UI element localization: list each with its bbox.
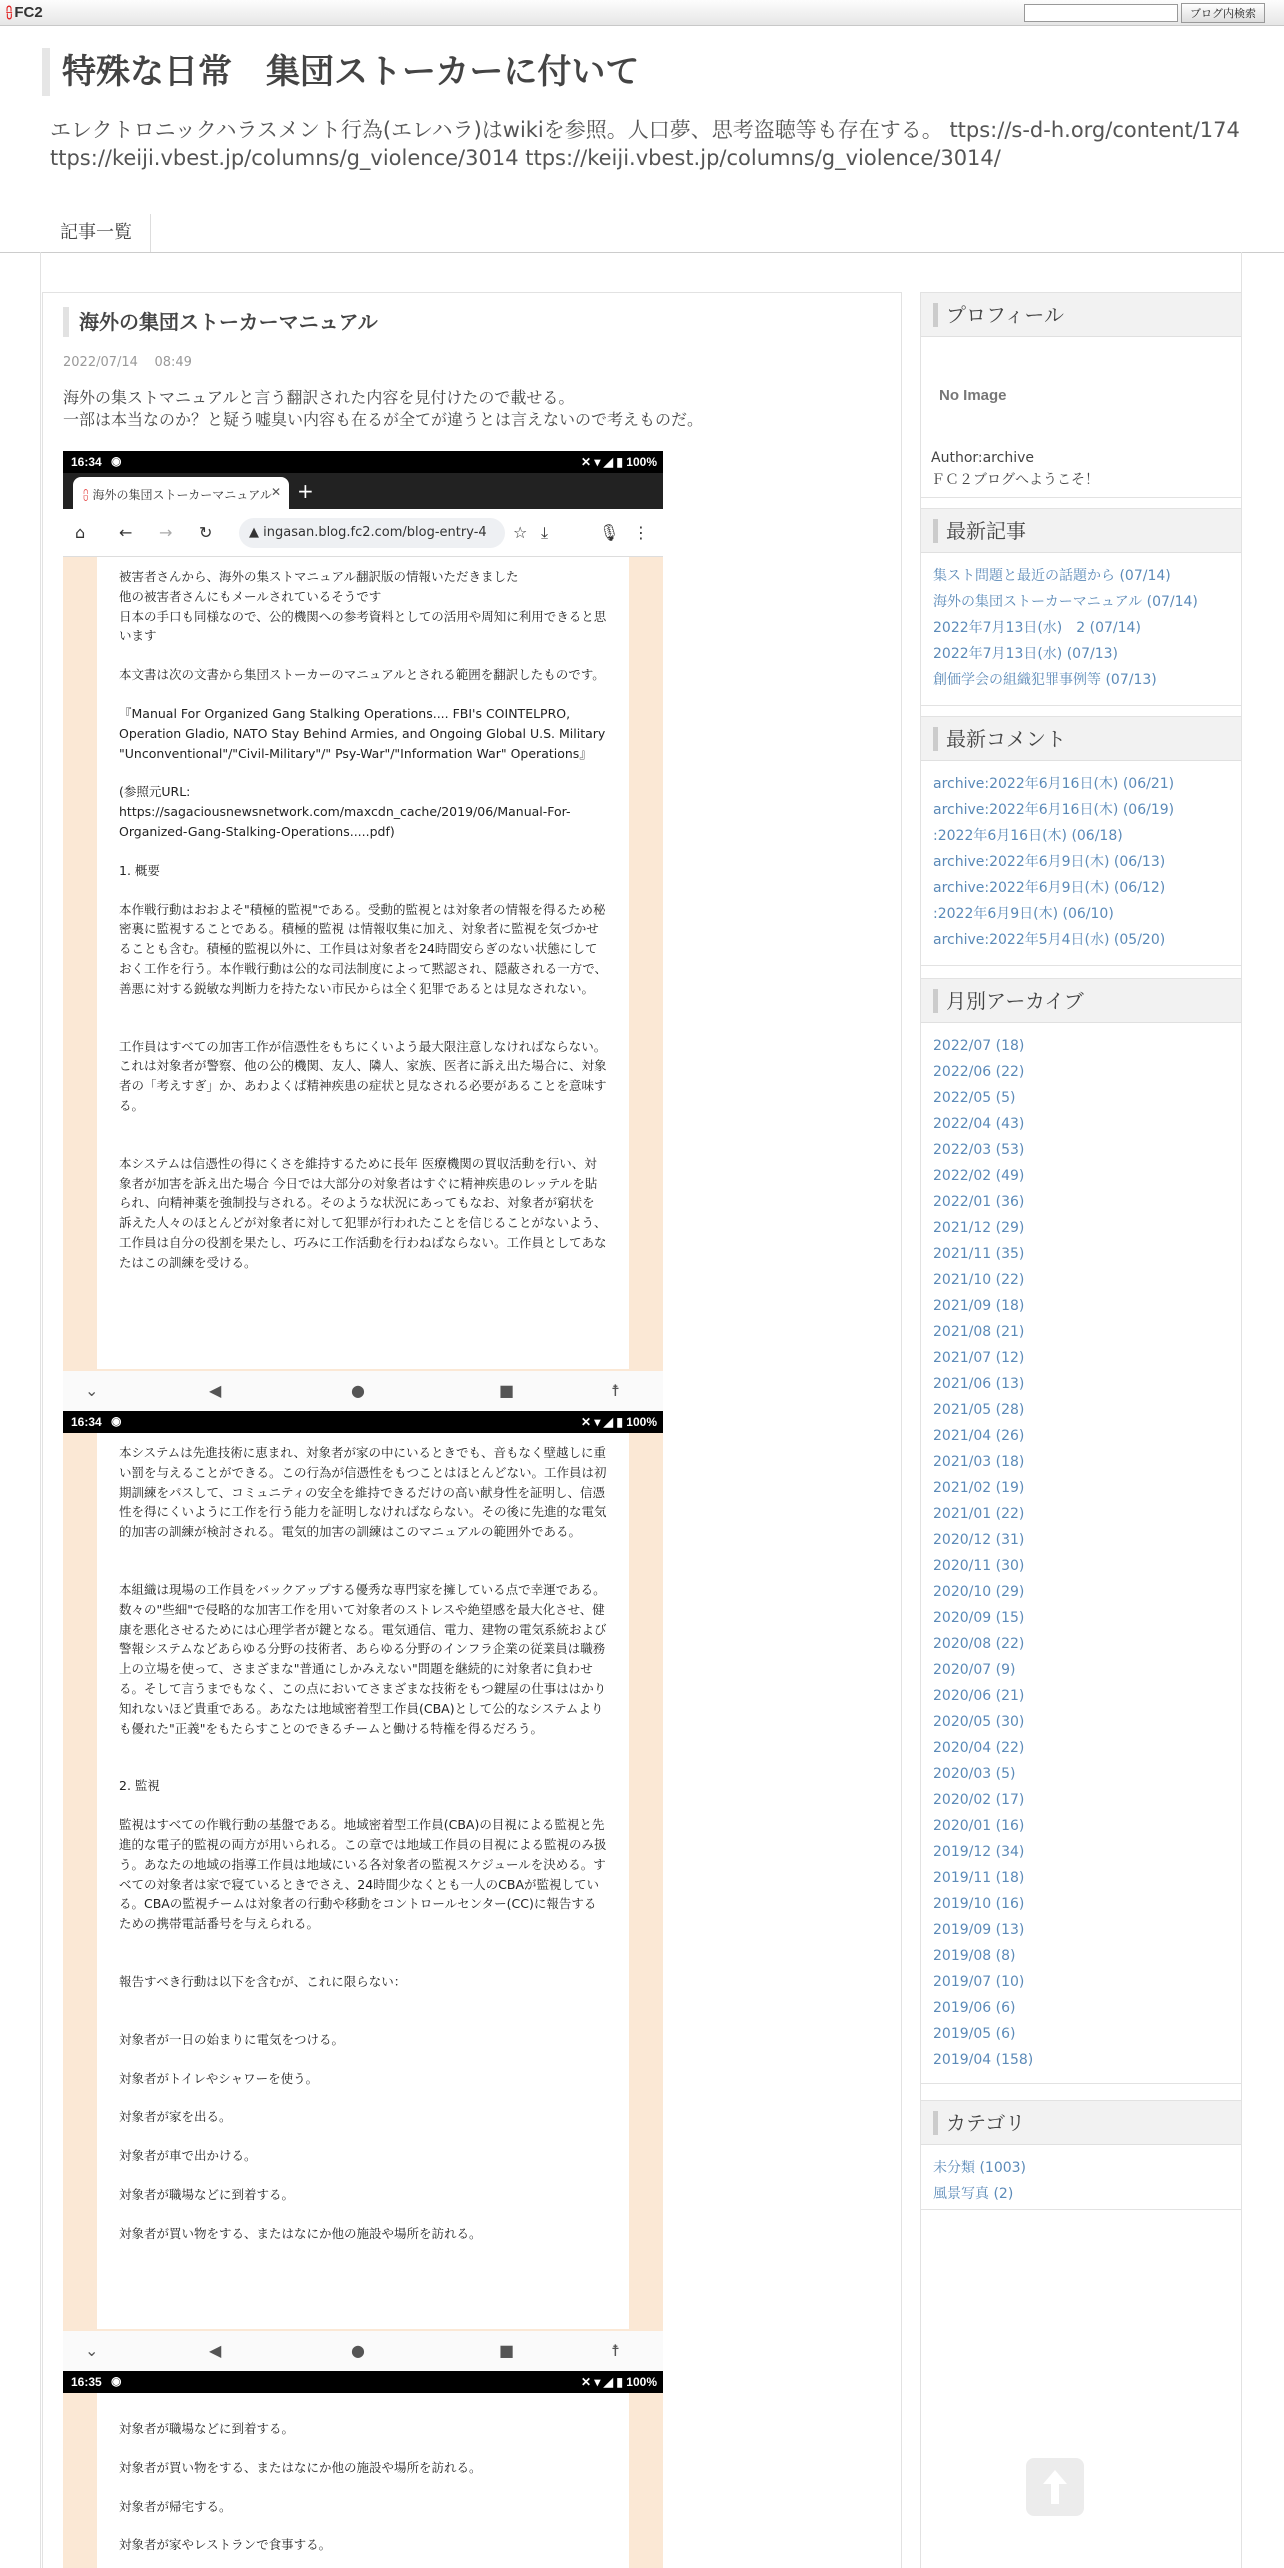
archive-month-link[interactable]: 2021/01 (22) (933, 1506, 1025, 1522)
forward-icon[interactable]: → (159, 523, 173, 542)
paragraph-gap (119, 1796, 607, 1815)
recent-entries-panel (921, 508, 1241, 706)
panel-title-text: カテゴリ (933, 2111, 1025, 2135)
categories-list (921, 2145, 1241, 2207)
blog-search-button[interactable]: ブログ内検索 (1181, 3, 1265, 23)
reload-icon[interactable]: ↻ (199, 523, 213, 542)
signal-icon: ✕ ▾ ◢ ▮ (581, 455, 627, 469)
paragraph-gap (119, 763, 607, 782)
paragraph-gap (119, 685, 607, 704)
article-line: 報告すべき行動は以下を含むが、これに限らない： (119, 1973, 407, 1989)
panel-title (921, 293, 1241, 337)
archive-month-link[interactable]: 2022/05 (5) (933, 1090, 1016, 1106)
panel-title-text: 最新記事 (933, 519, 1026, 543)
article-line: 1. 概要 (119, 862, 160, 878)
author-name: Author:archive (931, 450, 1034, 466)
article-line: 『Manual For Organized Gang Stalking Operations.... FBI's COINTELPRO, Operation Gladio, NATO Stay Behind Armies, and Ongoing Global U.S. Military "Unconventional"/"Civil-Military"/" Psy-War"/"Information War" Operations』 (119, 705, 606, 761)
fc2-logo[interactable] (6, 4, 43, 21)
paragraph-gap (119, 1561, 607, 1580)
archive-month-link[interactable]: 2020/10 (29) (933, 1584, 1025, 1600)
signal-icon: ✕ ▾ ◢ ▮ (581, 1415, 627, 1429)
paragraph-gap (119, 1738, 607, 1757)
archive-month-link[interactable]: 2021/07 (12) (933, 1350, 1025, 1366)
profile-author (931, 447, 1099, 491)
archive-month-link[interactable]: 2019/06 (6) (933, 2000, 1016, 2016)
article-line: 対象者が家を出る。 (119, 2109, 232, 2125)
article-line: 対象者が車で出かける。 (119, 2148, 257, 2164)
entry-intro-line: 一部は本当なのか？と疑う嘘臭い内容も在るが全てが違うとは言えないので考えものだ。 (63, 410, 704, 429)
browser-url-bar (63, 509, 663, 557)
archive-month-link[interactable]: 2022/02 (49) (933, 1168, 1025, 1184)
arrow-up-icon[interactable] (1026, 2458, 1084, 2516)
favicon-icon: ⩉ (83, 488, 89, 502)
archive-month-link[interactable]: 2021/10 (22) (933, 1272, 1025, 1288)
archive-month-link[interactable]: 2022/04 (43) (933, 1116, 1025, 1132)
article-line: 本システムは先進技術に恵まれ、対象者が家の中にいるときでも、音もなく壁越しに重い罰を与えることができる。この行為が信憑性をもつことはほとんどない。工作員は初期訓練をパスして、コミュニティの安全を維持できるだけの高い献身性を証明し、信憑性を得にくいように工作を行う能力を証明しなければならない。その後に先進的な電気的加害の訓練が検討される。電気的加害の訓練はこのマニュアルの範囲外である。 (119, 1445, 607, 1540)
tab-title: 海外の集団ストーカーマニュアル (92, 488, 272, 502)
accessibility-icon[interactable]: ☨ (611, 1381, 620, 1400)
recent-entry-link[interactable]: 2022年7月13日(水) 2 (07/14) (933, 620, 1141, 636)
accessibility-icon[interactable]: ☨ (611, 2341, 620, 2360)
panel-title-text: 最新コメント (933, 727, 1066, 751)
status-battery: 100% (626, 2375, 657, 2389)
archive-month-link[interactable]: 2021/12 (29) (933, 1220, 1025, 1236)
archive-month-link[interactable]: 2020/06 (21) (933, 1688, 1025, 1704)
archive-month-link[interactable]: 2020/12 (31) (933, 1532, 1025, 1548)
recent-entry-link[interactable]: 2022年7月13日(水) (07/13) (933, 646, 1118, 662)
archive-month-link[interactable]: 2020/03 (5) (933, 1766, 1016, 1782)
browser-tab[interactable] (73, 477, 289, 509)
phone-screenshot-3 (63, 2371, 663, 2568)
status-time: 16:34 (71, 1415, 102, 1429)
panel-title-text: プロフィール (933, 303, 1064, 327)
phone-status-bar (63, 1411, 663, 1433)
archive-month-link[interactable]: 2020/05 (30) (933, 1714, 1025, 1730)
phone-status-bar (63, 2371, 663, 2393)
android-nav-bar (63, 1371, 663, 1411)
archive-month-link[interactable]: 2022/06 (22) (933, 1064, 1025, 1080)
entry-time-value: 08:49 (154, 355, 192, 370)
bookmark-icon[interactable]: ☆ (513, 523, 528, 542)
article-text (119, 1443, 607, 2244)
archive-month-link[interactable]: 2019/04 (158) (933, 2052, 1034, 2068)
phone-page-content (97, 557, 629, 1369)
status-right (581, 2375, 657, 2389)
url-text: ingasan.blog.fc2.com/blog-entry-4 (263, 525, 487, 540)
article-line: 本作戦行動はおおよそ"積極的監視"である。受動的監視とは対象者の情報を得るため秘密裏に監視することである。積極的監視 は情報収集に加え、対象者に監視を気づかせることも含む。積極的監視以外に、工作員は対象者を24時間安らぎのない状態にしておく工作を行う。本作戦行動は公的な司法制度によって黙認され、隠蔽される一方で、善悪に対する鋭敏な判断力を持たない市民からは全く犯罪であるとは見なされない。 (119, 901, 608, 996)
article-line: 工作員はすべての加害工作が信憑性をもちにくいよう最大限注意しなければならない。これは対象者が警察、他の公的機関、友人、隣人、家族、医者に訴え出た場合に、対象者の「考えすぎ」か、あわよくば精神疾患の症状と見なされる必要があることを意味する。 (119, 1038, 607, 1113)
recent-comment-link[interactable]: archive:2022年6月9日(木) (06/13) (933, 854, 1166, 870)
paragraph-gap (119, 1992, 607, 2011)
paragraph-gap (119, 881, 607, 900)
recent-entry-link[interactable]: 集スト問題と最近の話題から (07/14) (933, 568, 1171, 584)
article-line: 2. 監視 (119, 1778, 160, 1794)
article-line: 対象者が家やレストランで食事する。 (119, 2537, 332, 2553)
nav-home-icon[interactable]: ● (351, 1381, 365, 1400)
recent-entry-link[interactable]: 海外の集団ストーカーマニュアル (07/14) (933, 594, 1198, 610)
archive-month-link[interactable]: 2020/07 (9) (933, 1662, 1016, 1678)
notification-icon: ◉ (111, 2374, 122, 2388)
status-right (581, 1415, 657, 1429)
recent-entry-link[interactable]: 創価学会の組織犯罪事例等 (07/13) (933, 672, 1157, 688)
phone-status-bar (63, 451, 663, 473)
archive-month-link[interactable]: 2021/02 (19) (933, 1480, 1025, 1496)
archive-month-link[interactable]: 2021/11 (35) (933, 1246, 1025, 1262)
archive-month-link[interactable]: 2019/08 (8) (933, 1948, 1016, 1964)
category-link[interactable]: 未分類 (1003) (933, 2160, 1027, 2176)
paragraph-gap (119, 2439, 607, 2458)
paragraph-gap (119, 2050, 607, 2069)
paragraph-gap (119, 2088, 607, 2107)
author-greeting: ＦＣ２ブログへようこそ！ (931, 472, 1099, 488)
archive-month-link[interactable]: 2020/08 (22) (933, 1636, 1025, 1652)
status-time: 16:34 (71, 455, 102, 469)
paragraph-gap (119, 2516, 607, 2535)
recent-comment-link[interactable]: archive:2022年6月16日(木) (06/21) (933, 776, 1175, 792)
panel-title (921, 2101, 1241, 2145)
article-line: 対象者が職場などに到着する。 (119, 2186, 295, 2202)
article-line: 本組織は現場の工作員をバックアップする優秀な専門家を擁している点で幸運である。数々の"些細"で侵略的な加害工作を用いて対象者のストレスや絶望感を最大化させ、健康を悪化させるためには心理学者が鍵となる。電気通信、電力、建物の電気系統および警報システムなどあらゆる分野の技術者、あらゆる分野のインフラ企業の従業員は職務上の立場を使って、さまざまな"普通にしかみえない"問題を継続的に対象者に負わせる。そして言うまでもなく、この点においてさまざまな技術をもつ鍵屋の仕事ははかり知れないほど貴重である。あなたは地域密着型工作員(CBA)として公的なシステムよりも優れた"正義"をもたらすことのできるチームと働ける特権を得るだろう。 (119, 1581, 607, 1736)
entry-intro (63, 387, 863, 431)
article-line: 対象者が買い物をする、またはなにか他の施設や場所を訪れる。 (119, 2225, 482, 2241)
phone-page-content (97, 2393, 629, 2568)
archives-panel (921, 978, 1241, 2084)
paragraph-gap (119, 2127, 607, 2146)
recent-comment-link[interactable]: :2022年6月16日(木) (06/18) (933, 828, 1123, 844)
article-line: 対象者が帰宅する。 (119, 2498, 232, 2514)
entry-main (42, 292, 902, 2568)
fc2-top-bar (0, 0, 1284, 26)
recent-comment-link[interactable]: archive:2022年6月9日(木) (06/12) (933, 880, 1166, 896)
archive-month-link[interactable]: 2020/02 (17) (933, 1792, 1025, 1808)
status-right (581, 455, 657, 469)
nav-back-icon[interactable]: ◀ (209, 1381, 222, 1400)
archive-month-link[interactable]: 2021/04 (26) (933, 1428, 1025, 1444)
status-battery: 100% (626, 455, 657, 469)
archive-month-link[interactable]: 2020/09 (15) (933, 1610, 1025, 1626)
back-icon[interactable]: ← (119, 523, 133, 542)
recent-entries-list (921, 553, 1241, 693)
phone-screenshot-1 (63, 451, 663, 1411)
article-line: 他の被害者さんにもメールされているそうです (119, 588, 382, 604)
article-line: 本システムは信憑性の得にくさを維持するために長年 医療機関の買収活動を行い、対象者が加害を訴え出た場合 今日では大部分の対象者はすぐに精神疾患のレッテルを貼られ、向精神薬を強制投与される。そのような状況にあってもなお、対象者が窮状を訴えた人々のほとんどが対象者に対して犯罪が行われたことを信じることがないよう、工作員は自分の役割を果たし、巧みに工作活動を行わねばならない。工作員としてあなたはこの訓練を受ける。 (119, 1155, 607, 1270)
blog-description: エレクトロニックハラスメント行為(エレハラ)はwikiを参照。人口夢、思考盗聴等も存在する。 ttps://s-d-h.org/content/174 ttps://keiji.vbest.jp/columns/g_violence/3014 ttps://keiji.vbest.jp/columns/g_violence/3014/ (50, 118, 1240, 170)
nav-home-icon[interactable]: ● (351, 2341, 365, 2360)
profile-panel (921, 292, 1241, 498)
paragraph-gap (119, 1116, 607, 1135)
warning-icon: ▲ (249, 525, 264, 540)
paragraph-gap (119, 2011, 607, 2030)
paragraph-gap (119, 842, 607, 861)
archive-month-link[interactable]: 2019/10 (16) (933, 1896, 1025, 1912)
article-text (119, 567, 607, 1273)
nav-recents-icon[interactable]: ■ (499, 1381, 515, 1400)
fc2-logo-icon: ⩉ (6, 4, 13, 20)
menu-icon[interactable]: ⋮ (633, 523, 649, 542)
archive-month-link[interactable]: 2019/11 (18) (933, 1870, 1025, 1886)
entry-date (63, 355, 192, 370)
blog-title[interactable]: 特殊な日常 集団ストーカーに付いて (42, 48, 639, 96)
android-nav-bar (63, 2331, 663, 2371)
paragraph-gap (119, 1953, 607, 1972)
close-icon[interactable]: ✕ (270, 485, 281, 499)
article-line: 監視はすべての作戦行動の基盤である。地域密着型工作員(CBA)の目視による監視と先進的な電子的監視の両方が用いられる。この章では地域工作員の目視による監視のみ扱う。あなたの地域の指導工作員は地域にいる各対象者の監視スケジュールを決める。すべての対象者は家で寝ているときでさえ、24時間少なくとも一人のCBAが監視している。CBAの監視チームは対象者の行動や移動をコントロールセンター(CC)に報告するための携帯電話番号を与えられる。 (119, 1817, 607, 1932)
panel-title-text: 月別アーカイブ (933, 989, 1084, 1013)
fc2-logo-text: FC2 (14, 4, 43, 21)
archive-month-link[interactable]: 2019/12 (34) (933, 1844, 1025, 1860)
archive-month-link[interactable]: 2022/01 (36) (933, 1194, 1025, 1210)
paragraph-gap (119, 999, 607, 1018)
paragraph-gap (119, 1542, 607, 1561)
paragraph-gap (119, 1135, 607, 1154)
nav-entry-list[interactable]: 記事一覧 (42, 214, 151, 252)
archive-month-link[interactable]: 2019/07 (10) (933, 1974, 1025, 1990)
archive-month-link[interactable]: 2020/04 (22) (933, 1740, 1025, 1756)
recent-comment-link[interactable]: archive:2022年6月16日(木) (06/19) (933, 802, 1175, 818)
signal-icon: ✕ ▾ ◢ ▮ (581, 2375, 627, 2389)
archive-month-link[interactable]: 2022/03 (53) (933, 1142, 1025, 1158)
url-field[interactable] (239, 518, 505, 548)
entry-intro-line: 海外の集ストマニュアルと言う翻訳された内容を見付けたので載せる。 (63, 388, 575, 407)
notification-icon: ◉ (111, 1414, 122, 1428)
sidebar (920, 292, 1242, 2568)
archive-month-link[interactable]: 2021/05 (28) (933, 1402, 1025, 1418)
paragraph-gap (119, 1757, 607, 1776)
paragraph-gap (119, 646, 607, 665)
categories-panel (921, 2100, 1241, 2210)
entry-date-value: 2022/07/14 (63, 355, 138, 370)
chevron-down-icon[interactable]: ⌄ (85, 2341, 99, 2360)
paragraph-gap (119, 2478, 607, 2497)
status-battery: 100% (626, 1415, 657, 1429)
article-line: 日本の手口も同様なので、公的機関への参考資料としての活用や周知に利用できると思います (119, 608, 607, 644)
paragraph-gap (119, 2166, 607, 2185)
browser-tab-bar (63, 473, 663, 509)
article-line: 本文書は次の文書から集団ストーカーのマニュアルとされる範囲を翻訳したものです。 (119, 667, 605, 683)
article-line: 被害者さんから、海外の集ストマニュアル翻訳版の情報いただきました (119, 569, 519, 584)
category-link[interactable]: 風景写真 (2) (933, 2186, 1014, 2202)
recent-comments-panel (921, 716, 1241, 966)
article-text (119, 2419, 607, 2555)
archive-month-link[interactable]: 2019/09 (13) (933, 1922, 1025, 1938)
entry-title[interactable]: 海外の集団ストーカーマニュアル (63, 307, 378, 337)
archive-month-link[interactable]: 2021/09 (18) (933, 1298, 1025, 1314)
panel-title (921, 979, 1241, 1023)
download-icon[interactable]: ⤓ (541, 523, 549, 542)
article-line: (参照元URL: (119, 784, 191, 800)
mic-icon[interactable]: 🎙 (599, 523, 620, 542)
nav-recents-icon[interactable]: ■ (499, 2341, 515, 2360)
panel-title (921, 509, 1241, 553)
archive-month-link[interactable]: 2021/08 (21) (933, 1324, 1025, 1340)
article-line: 対象者が買い物をする、またはなにか他の施設や場所を訪れる。 (119, 2459, 482, 2475)
phone-page-content (97, 1433, 629, 2329)
paragraph-gap (119, 1934, 607, 1953)
article-line: 対象者がトイレやシャワーを使う。 (119, 2070, 319, 2086)
panel-title (921, 717, 1241, 761)
new-tab-icon[interactable]: + (297, 479, 314, 503)
status-time: 16:35 (71, 2375, 102, 2389)
recent-comment-link[interactable]: :2022年6月9日(木) (06/10) (933, 906, 1114, 922)
paragraph-gap (119, 2205, 607, 2224)
blog-search-input[interactable] (1024, 4, 1178, 22)
notification-icon: ◉ (111, 454, 122, 468)
article-line: 対象者が職場などに到着する。 (119, 2421, 295, 2436)
article-line: 対象者が一日の始まりに電気をつける。 (119, 2031, 345, 2047)
archive-month-link[interactable]: 2021/03 (18) (933, 1454, 1025, 1470)
archive-month-link[interactable]: 2021/06 (13) (933, 1376, 1025, 1392)
phone-screenshot-2 (63, 1411, 663, 2371)
paragraph-gap (119, 1018, 607, 1037)
archive-month-link[interactable]: 2020/11 (30) (933, 1558, 1025, 1574)
archive-month-link[interactable]: 2019/05 (6) (933, 2026, 1016, 2042)
nav-back-icon[interactable]: ◀ (209, 2341, 222, 2360)
article-line: https://sagaciousnewsnetwork.com/maxcdn_cache/2019/06/Manual-For-Organized-Gang-Stalking-Operations.....pdf) (119, 804, 571, 839)
archive-month-link[interactable]: 2022/07 (18) (933, 1038, 1025, 1054)
archive-month-link[interactable]: 2020/01 (16) (933, 1818, 1025, 1834)
chevron-down-icon[interactable]: ⌄ (85, 1381, 99, 1400)
recent-comment-link[interactable]: archive:2022年5月4日(水) (05/20) (933, 932, 1166, 948)
profile-image-placeholder: No Image (939, 387, 1007, 404)
recent-comments-list (921, 761, 1241, 953)
archives-list (921, 1023, 1241, 2073)
home-icon[interactable]: ⌂ (75, 523, 86, 542)
